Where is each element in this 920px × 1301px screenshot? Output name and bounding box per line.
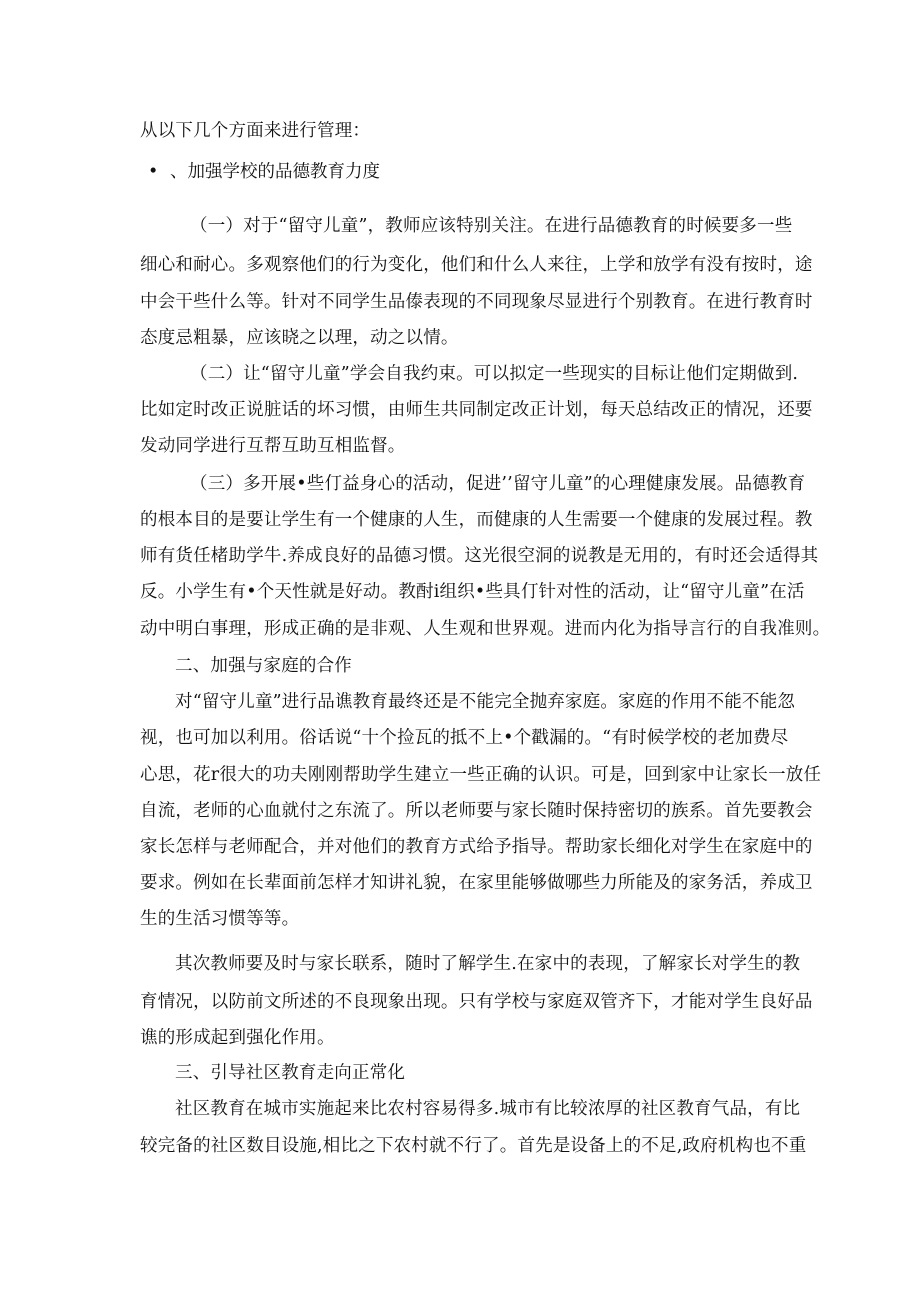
p3-line-4: 反。小学生有•个天性就是好动。教酎i组织•些具仃针对性的活动，让“留守儿童”在活 bbox=[140, 582, 805, 602]
p6-line-1: 社区教育在城市实施起来比农村容易得多.城市有比较浓厚的社区教育气品，有比 bbox=[175, 1099, 801, 1119]
p4-line-1: 对“留守儿童”进行品谯教育最终还是不能完全抛弃家庭。家庭的作用不能不能忽 bbox=[175, 692, 796, 712]
p2-line-3: 发动同学进行互帮互助互相监督。 bbox=[140, 436, 406, 456]
p1-line-3: 中会干些什么等。针对不同学生品傣表现的不同现象尽显进行个别教育。在进行教育时 bbox=[140, 292, 813, 312]
section2-heading: 二、加强与家庭的合作 bbox=[175, 656, 352, 676]
section3-heading: 三、引导社区教育走向正常化 bbox=[175, 1063, 406, 1083]
bullet-icon: • bbox=[148, 162, 159, 182]
p4-line-4: 自流，老师的心血就付之东流了。所以老师要与家长随时保持密切的族系。首先要教会 bbox=[140, 801, 813, 821]
p4-line-3: 心思，花r很大的功夫刚刚帮助学生建立一些正确的认识。可是，回到家中让家长一放任 bbox=[140, 765, 822, 785]
intro-line: 从以下几个方面来进行管理： bbox=[140, 121, 371, 141]
p3-line-3: 师有货任楮助学牛.养成良好的品德习惯。这光很空洞的说教是无用的，有时还会适得其 bbox=[140, 546, 819, 566]
p4-line-6: 要求。例如在长辈面前怎样才知讲礼貌，在家里能够做哪些力所能及的家务活，养成卫 bbox=[140, 873, 813, 893]
p4-line-2: 视，也可加以利用。俗话说“十个捡瓦的抵不上•个戳漏的。“有时候学校的老加费尽 bbox=[140, 728, 789, 748]
p2-line-1: （二）让“留守儿童”学会自我约束。可以拟定一些现实的目标让他们定期做到. bbox=[190, 364, 799, 384]
p3-line-5: 动中明白事理，形成正确的是非观、人生观和世界观。进而内化为指导言行的自我准则。 bbox=[140, 619, 831, 639]
section1-heading-text: 、加强学校的品德教育力度 bbox=[170, 162, 380, 182]
p1-line-1: （一）对于“留守儿童”，教师应该特别关注。在进行品德教育的时候要多一些 bbox=[190, 216, 793, 236]
p3-line-1: （三）多开展•些仃益身心的活动，促进’’留守儿童”的心理健康发展。品德教育 bbox=[190, 474, 806, 494]
p4-line-5: 家长怎样与老师配合，并对他们的教育方式给予指导。帮助家长细化对学生在家庭中的 bbox=[140, 837, 813, 857]
p5-line-1: 其次教师要及时与家长联系，随时了解学生.在家中的表现，了解家长对学生的教 bbox=[175, 954, 801, 974]
p1-line-2: 细心和耐心。多观察他们的行为变化，他们和什么人来往，上学和放学有没有按时，途 bbox=[140, 255, 813, 275]
p6-line-2: 较完备的社区数目设施,相比之下农村就不行了。首先是设备上的不足,政府机构也不重 bbox=[140, 1136, 807, 1156]
p3-line-2: 的根本目的是要让学生有一个健康的人生，而健康的人生需要一个健康的发展过程。教 bbox=[140, 510, 813, 530]
p2-line-2: 比如定时改正说脏话的坏习惯，由师生共同制定改正计划，每天总结改正的情况，还要 bbox=[140, 400, 813, 420]
p5-line-3: 谯的形成起到强化作用。 bbox=[140, 1028, 335, 1048]
section1-heading bbox=[148, 160, 380, 184]
p5-line-2: 育情况，以防前文所述的不良现象出现。只有学校与家庭双管齐下，才能对学生良好品 bbox=[140, 992, 813, 1012]
p4-line-7: 生的生活习惯等等。 bbox=[140, 909, 300, 929]
p1-line-4: 态度忌粗暴，应该晓之以理，动之以情。 bbox=[140, 328, 459, 348]
